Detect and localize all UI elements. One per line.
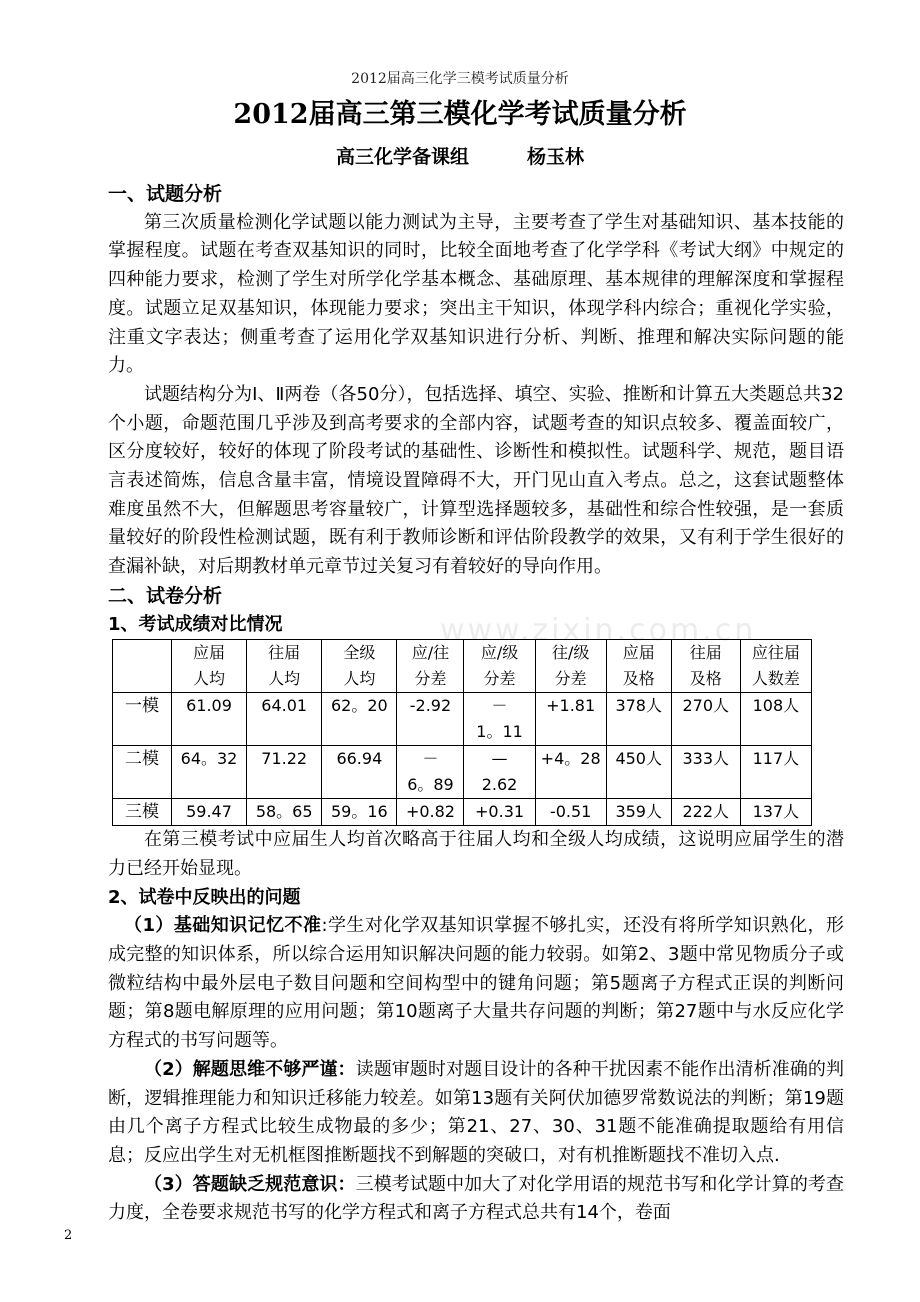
issue-3-text: 三模考试题中加大了对化学用语的规范书写和化学计算的考查力度，全卷要求规范书写的化学方程式和离子方程式总共有14个，卷面 xyxy=(108,1173,844,1224)
table-cell xyxy=(322,746,397,799)
cell-line: 64。32 xyxy=(180,749,238,769)
header-line: 往届 xyxy=(268,643,301,663)
cell-line: +0.82 xyxy=(405,802,455,822)
cell-line: — xyxy=(491,749,508,769)
issue-3 xyxy=(108,1171,844,1228)
table-row xyxy=(113,693,812,746)
table-header-cell xyxy=(740,640,811,693)
row-label: 三模 xyxy=(113,799,172,826)
cell-line: -0.51 xyxy=(549,802,592,822)
cell-line: 222人 xyxy=(682,802,730,822)
table-cell xyxy=(535,799,606,826)
table-cell xyxy=(671,693,740,746)
section1-paragraph-1: 第三次质量检测化学试题以能力测试为主导，主要考查了学生对基础知识、基本技能的掌握程度。试题在考查双基知识的同时，比较全面地考查了化学学科《考试大纲》中规定的四种能力要求，检测了学生对所学化学基本概念、基础原理、基本规律的理解深度和掌握程度。试题立足双基知识，体现能力要求；突出主干知识，体现学科内综合；重视化学实验，注重文字表达；侧重考查了运用化学双基知识进行分析、判断、推理和解决实际问题的能力。 xyxy=(108,211,844,377)
table-cell xyxy=(671,746,740,799)
score-comparison-table xyxy=(112,639,812,826)
header-line: 全级 xyxy=(343,643,376,663)
header-line: 应/往 xyxy=(411,643,450,663)
cell-line: +1.81 xyxy=(546,696,596,716)
table-cell xyxy=(322,693,397,746)
header-line: 应/级 xyxy=(480,643,519,663)
table-cell xyxy=(464,746,535,799)
table-cell xyxy=(606,693,671,746)
cell-line: 61.09 xyxy=(186,696,232,716)
cell-line: 6。89 xyxy=(407,775,454,795)
issue-2-text: 读题审题时对题目设计的各种干扰因素不能作出清析准确的判断，逻辑推理能力和知识迁移能力较差。如第13题有关阿伏加德罗常数说法的判断；第19题由几个离子方程式比较生成物最的多少；第21、27、30、31题不能准确提取题给有用信息；反应出学生对无机框图推断题找不到解题的突破口，对有机推断题找不准切入点. xyxy=(108,1058,844,1166)
byline-author: 杨玉林 xyxy=(527,146,585,168)
header-line: 分差 xyxy=(554,669,587,689)
table-cell xyxy=(247,746,322,799)
header-line: 人均 xyxy=(343,669,376,689)
issue-1-text: 学生对化学双基知识掌握不够扎实，还没有将所学知识熟化，形成完整的知识体系，所以综合运用知识解决问题的能力较弱。如第2、3题中常见物质分子或微粒结构中最外层电子数目问题和空间构型中的键角问题；第5题离子方程式正误的判断问题；第8题电解原理的应用问题；第10题离子大量共存问题的判断；第27题中与水反应化学方程式的书写问题等。 xyxy=(108,915,844,1052)
cell-line: +4。28 xyxy=(540,749,601,769)
table-row xyxy=(113,799,812,826)
header-line: 人均 xyxy=(268,669,301,689)
table-header-row xyxy=(113,640,812,693)
cell-line: － xyxy=(422,749,439,769)
header-line: 应届 xyxy=(193,643,226,663)
table-cell xyxy=(535,746,606,799)
document-title: 2012届高三第三模化学考试质量分析 xyxy=(233,99,687,130)
cell-line: 117人 xyxy=(752,749,800,769)
watermark: www.zixin.com.cn xyxy=(440,613,757,648)
header-line: 人均 xyxy=(193,669,226,689)
header-line: 分差 xyxy=(414,669,447,689)
header-line: 应届 xyxy=(622,643,655,663)
table-cell xyxy=(247,693,322,746)
header-line: 往届 xyxy=(689,643,722,663)
section1-heading: 一、试题分析 xyxy=(108,183,223,205)
cell-line: 64.01 xyxy=(261,696,308,716)
table-header-cell xyxy=(464,640,535,693)
cell-line: 59。16 xyxy=(330,802,388,822)
cell-line: 359人 xyxy=(615,802,662,822)
table-cell xyxy=(397,693,464,746)
header-line: 分差 xyxy=(483,669,516,689)
cell-line: 450人 xyxy=(615,749,662,769)
subsection-scores-heading: 1、考试成绩对比情况 xyxy=(108,613,283,635)
row-label: 一模 xyxy=(113,693,172,746)
table-header-cell xyxy=(397,640,464,693)
cell-line: +0.31 xyxy=(475,802,525,822)
table-cell xyxy=(322,799,397,826)
table-conclusion: 在第三模考试中应届生人均首次略高于往届人均和全级人均成绩，这说明应届学生的潜力已经开始显现。 xyxy=(108,829,844,879)
table-cell xyxy=(740,693,811,746)
issue-2 xyxy=(108,1056,844,1171)
table-header-cell xyxy=(535,640,606,693)
cell-line: 58。65 xyxy=(255,802,313,822)
issue-1: （1）基础知识记忆不准:学生对化学双基知识掌握不够扎实，还没有将所学知识熟化，形成完整的知识体系，所以综合运用知识解决问题的能力较弱。如第2、3题中常见物质分子或微粒结构中最外层电子数目问题和空间构型中的键角问题；第5题离子方程式正误的判断问题；第8题电解原理的应用问题；第10题离子大量共存问题的判断；第27题中与水反应化学方程式的书写问题等。 xyxy=(108,915,844,1052)
table-cell xyxy=(464,693,535,746)
cell-line: 59.47 xyxy=(186,802,232,822)
table-header-cell xyxy=(606,640,671,693)
header-line: 应往届 xyxy=(751,643,800,663)
running-header: 2012届高三化学三模考试质量分析 xyxy=(351,71,569,87)
table-cell xyxy=(397,799,464,826)
issue-1-label: （1）基础知识记忆不准 xyxy=(124,915,322,937)
row-label: 二模 xyxy=(113,746,172,799)
table-cell xyxy=(397,746,464,799)
cell-line: 71.22 xyxy=(261,749,308,769)
table-cell xyxy=(671,799,740,826)
cell-line: 333人 xyxy=(682,749,730,769)
document-body xyxy=(108,180,844,1228)
table-cell xyxy=(171,746,246,799)
subsection-issues-heading: 2、试卷中反映出的问题 xyxy=(108,886,301,908)
table-row xyxy=(113,746,812,799)
table-cell xyxy=(606,799,671,826)
table-cell xyxy=(740,746,811,799)
table-header-cell xyxy=(322,640,397,693)
table-cell xyxy=(171,799,246,826)
cell-line: 270人 xyxy=(682,696,730,716)
cell-line: 62。20 xyxy=(330,696,388,716)
cell-line: 378人 xyxy=(615,696,662,716)
table-cell xyxy=(606,746,671,799)
cell-line: 137人 xyxy=(752,802,800,822)
header-line: 及格 xyxy=(689,669,722,689)
issue-2-label: （2）解题思维不够严谨： xyxy=(144,1058,356,1080)
table-cell xyxy=(247,799,322,826)
table-header-cell xyxy=(171,640,246,693)
table-header-cell xyxy=(113,640,172,693)
section1-paragraph-2: 试题结构分为Ⅰ、Ⅱ两卷（各50分），包括选择、填空、实验、推断和计算五大类题总共32个小题，命题范围几乎涉及到高考要求的全部内容，试题考查的知识点较多、覆盖面较广，区分度较好，较好的体现了阶段考试的基础性、诊断性和模拟性。试题科学、规范，题目语言表述简炼，信息含量丰富，情境设置障碍不大，开门见山直入考点。总之，这套试题整体难度虽然不大，但解题思考容量较广，计算型选择题较多，基础性和综合性较强，是一套质量较好的阶段性检测试题，既有利于教师诊断和评估阶段教学的效果，又有利于学生很好的查漏补缺，对后期教材单元章节过关复习有着较好的导向作用。 xyxy=(108,383,844,578)
cell-line: － xyxy=(491,696,508,716)
header-line: 及格 xyxy=(622,669,655,689)
header-line: 人数差 xyxy=(751,669,800,689)
table-cell xyxy=(535,693,606,746)
cell-line: 2.62 xyxy=(481,775,518,795)
table-header-cell xyxy=(247,640,322,693)
cell-line: 1。11 xyxy=(476,722,523,742)
table-header-cell xyxy=(671,640,740,693)
cell-line: 108人 xyxy=(752,696,800,716)
issue-3-label: （3）答题缺乏规范意识： xyxy=(144,1173,356,1195)
table-cell xyxy=(464,799,535,826)
byline xyxy=(0,142,920,169)
cell-line: -2.92 xyxy=(409,696,452,716)
cell-line: 66.94 xyxy=(336,749,383,769)
section2-heading: 二、试卷分析 xyxy=(108,584,223,607)
table-cell xyxy=(171,693,246,746)
table-cell xyxy=(740,799,811,826)
page-number: 2 xyxy=(64,1228,73,1243)
header-line: 往/级 xyxy=(551,643,590,663)
byline-group: 高三化学备课组 xyxy=(335,146,469,168)
